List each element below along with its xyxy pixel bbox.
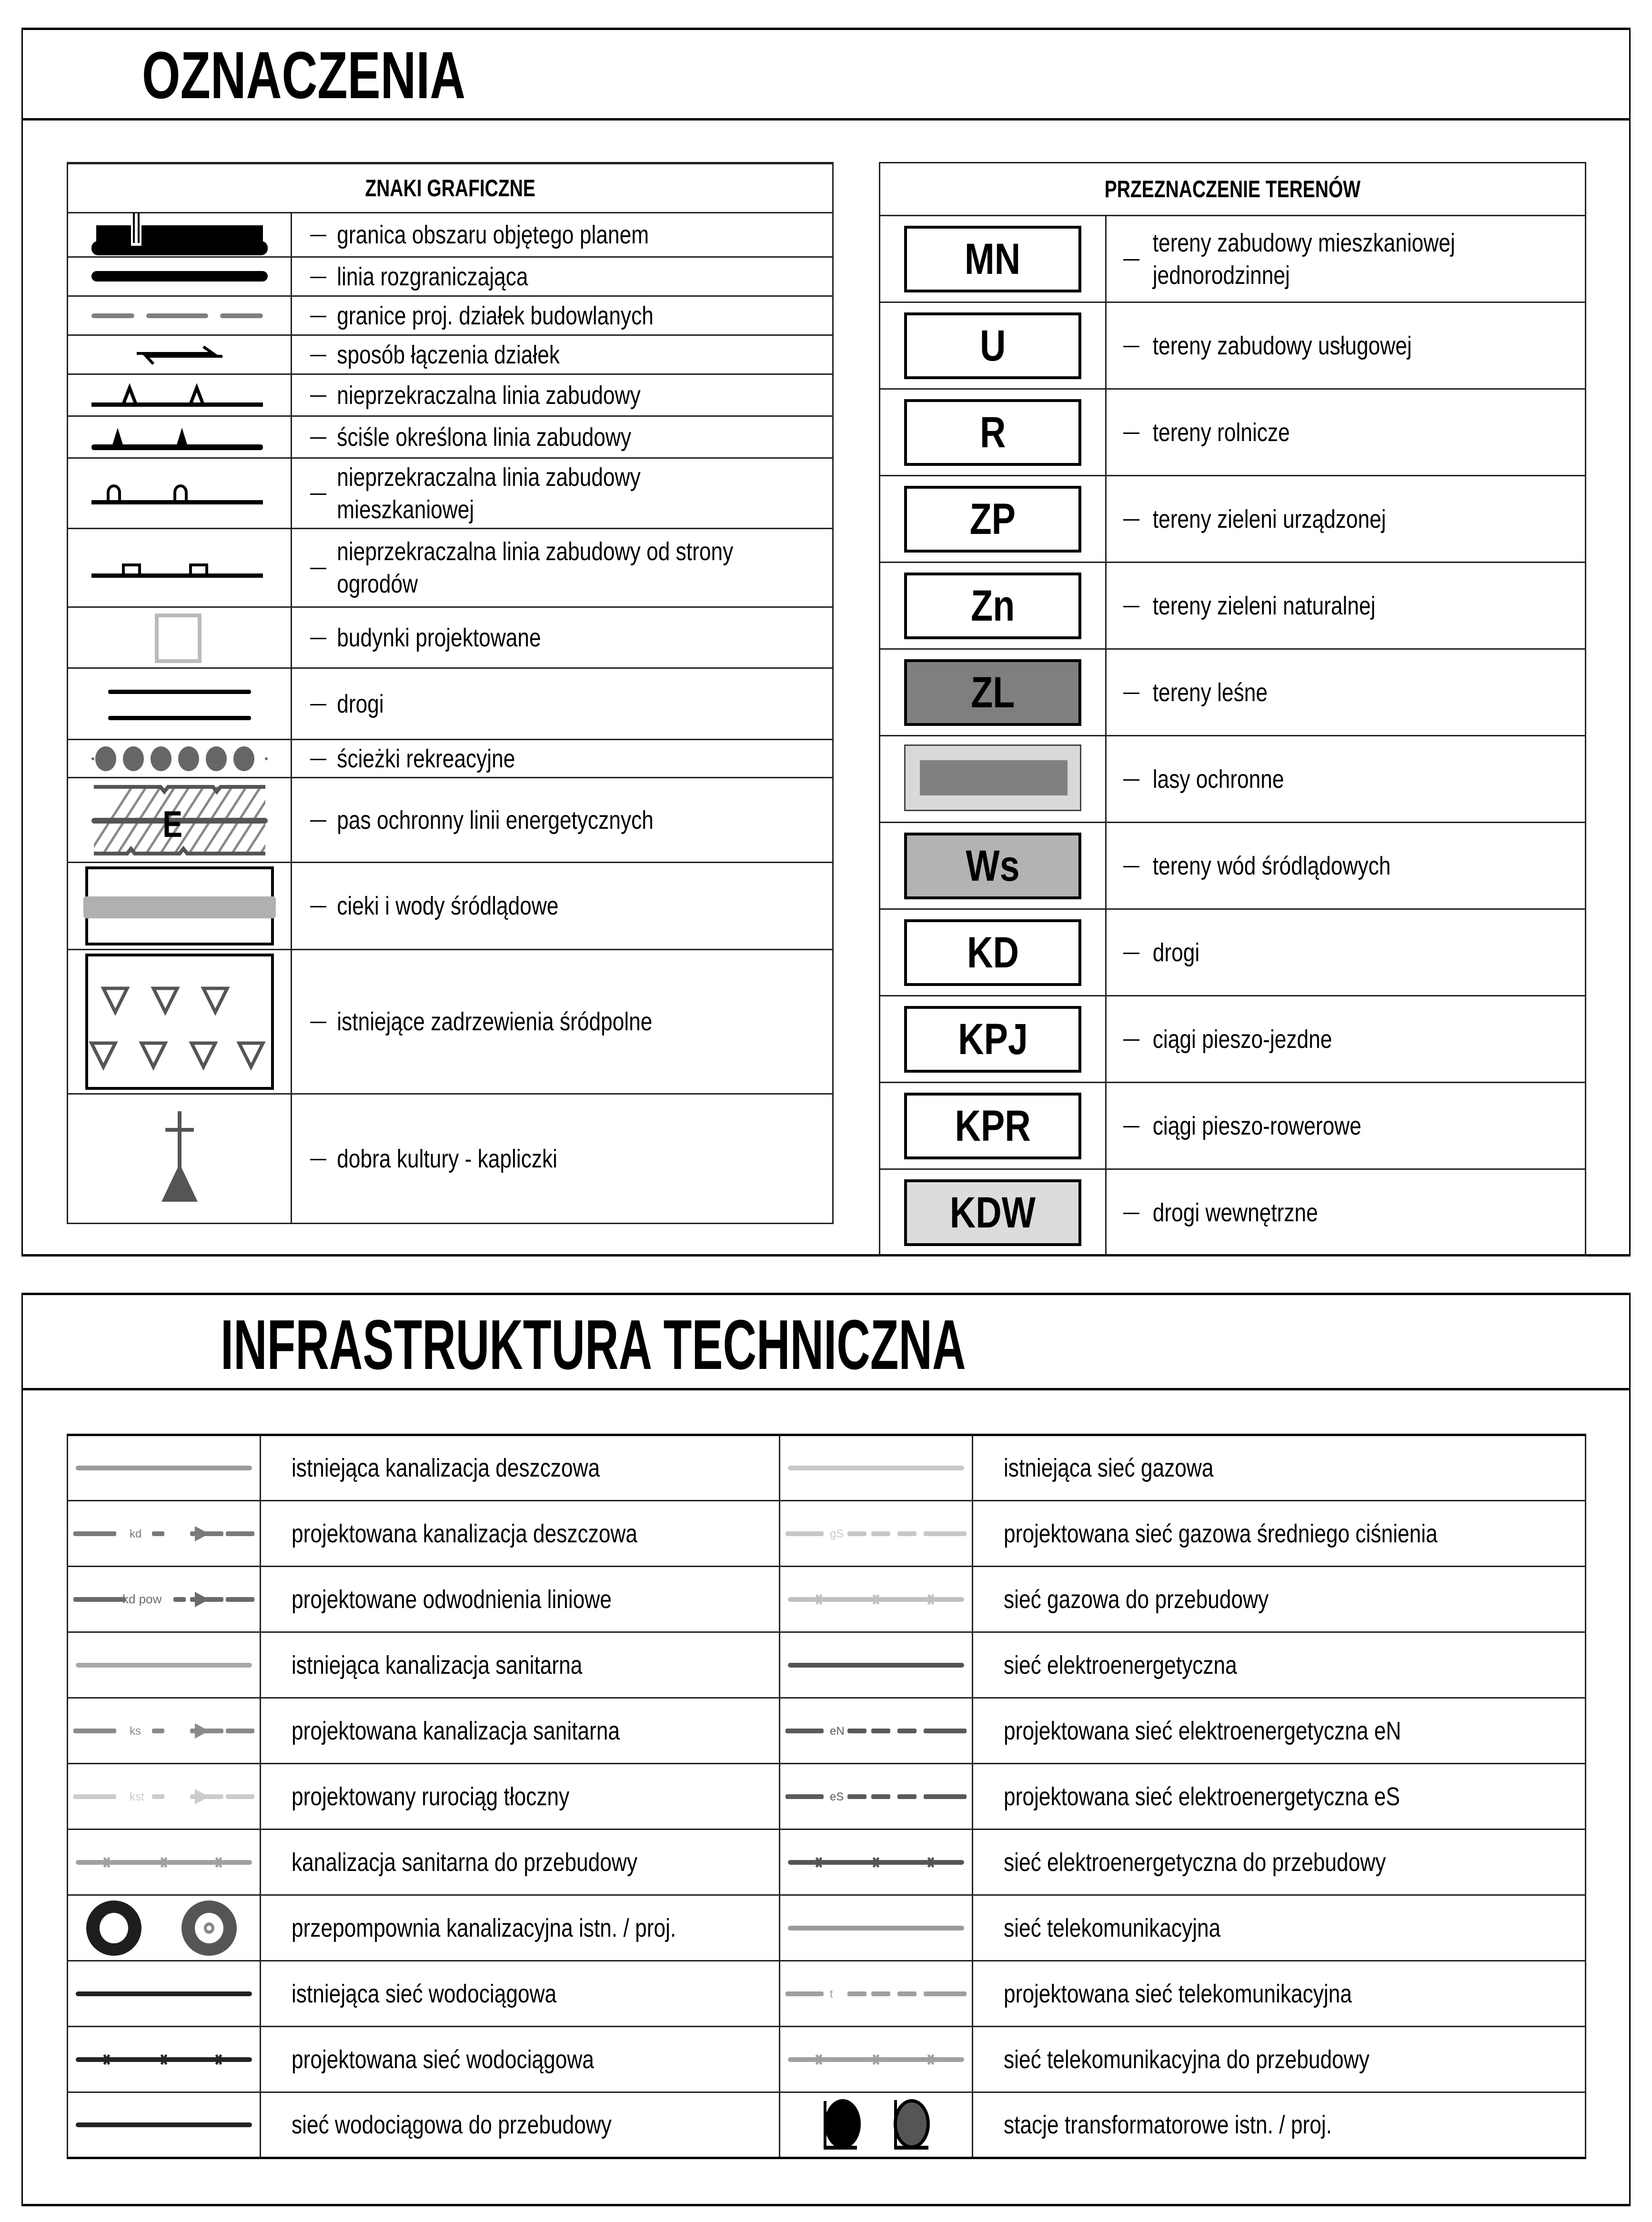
infra-label: projektowana kanalizacja sanitarna — [291, 1716, 620, 1745]
legend-symbol-cell — [68, 257, 292, 296]
land-use-code: Zn — [970, 581, 1015, 630]
legend-label: ściśle określona linia zabudowy — [337, 422, 632, 452]
infra-symbol-cell — [68, 1764, 261, 1830]
infra-symbol-cell — [68, 1632, 261, 1698]
infra-description — [973, 1698, 1586, 1764]
land-use-row — [880, 649, 1586, 736]
section-title: OZNACZENIA — [142, 38, 466, 112]
infra-symbol-cell — [780, 1698, 973, 1764]
infra-symbol-cell — [780, 1830, 973, 1895]
projected-building-icon — [151, 612, 208, 664]
legend-row — [68, 863, 833, 950]
przeznaczenie-terenow-table — [879, 162, 1586, 1257]
legend-row — [68, 374, 833, 416]
utility-line-icon — [73, 2045, 254, 2074]
line-tag-label: kd pow — [122, 1591, 162, 1606]
infra-description — [261, 1895, 780, 1961]
infra-description — [973, 2092, 1586, 2158]
land-use-description — [1106, 216, 1586, 302]
legend-row — [68, 778, 833, 863]
legend-symbol-cell — [68, 529, 292, 607]
section-title: INFRASTRUKTURA TECHNICZNA — [221, 1306, 966, 1384]
przeznaczenie-terenow-header: PRZEZNACZENIE TERENÓW — [880, 163, 1586, 216]
legend-description — [292, 607, 833, 668]
infra-symbol-cell — [780, 2027, 973, 2092]
legend-row — [68, 458, 833, 529]
utility-line-icon — [786, 1651, 967, 1679]
utility-line-icon — [73, 1651, 254, 1679]
power-line-buffer-icon — [89, 784, 270, 856]
infra-description — [261, 1567, 780, 1632]
line-tag-label: kst — [130, 1790, 144, 1803]
legend-symbol-cell — [68, 374, 292, 416]
land-use-description — [1106, 909, 1586, 996]
infra-symbol-cell — [68, 1698, 261, 1764]
infra-description — [261, 1435, 780, 1501]
utility-line-icon — [786, 1585, 967, 1614]
legend-row — [68, 1094, 833, 1224]
legend-symbol-cell — [68, 740, 292, 778]
legend-description — [292, 335, 833, 374]
utility-line-icon — [786, 1717, 967, 1745]
legend-description — [292, 213, 833, 257]
legend-label: granice proj. działek budowlanych — [337, 301, 654, 330]
legend-description — [292, 529, 833, 607]
infra-symbol-cell — [68, 1567, 261, 1632]
legend-label: sposób łączenia działek — [337, 340, 560, 369]
legend-symbol-cell — [68, 296, 292, 335]
line-tag-label: t — [830, 1987, 833, 2001]
infra-description — [973, 1961, 1586, 2027]
legend-row — [68, 740, 833, 778]
infra-label: istniejąca sieć gazowa — [1003, 1454, 1214, 1482]
legend-row — [68, 416, 833, 458]
legend-label: nieprzekraczalna linia zabudowy mieszkaniowej — [337, 462, 641, 524]
infra-label: sieć elektroenergetyczna do przebudowy — [1003, 1848, 1386, 1877]
land-use-code-box — [904, 486, 1081, 553]
land-use-symbol-cell — [880, 302, 1106, 389]
legend-label: linia rozgraniczająca — [337, 262, 528, 291]
land-use-symbol-cell — [880, 563, 1106, 649]
land-use-row — [880, 563, 1586, 649]
land-use-symbol-cell — [880, 389, 1106, 476]
infrastructure-row — [68, 2092, 1586, 2158]
land-use-code: ZL — [970, 668, 1015, 717]
infra-symbol-cell — [68, 1830, 261, 1895]
infra-label: sieć telekomunikacyjna do przebudowy — [1003, 2045, 1370, 2074]
utility-line-icon — [786, 1914, 967, 1942]
land-use-code-box — [904, 833, 1081, 899]
utility-line-icon — [73, 1848, 254, 1877]
legend-symbol-cell — [68, 213, 292, 257]
land-use-label: ciągi pieszo-rowerowe — [1152, 1111, 1361, 1140]
open-triangle-line-icon — [89, 381, 270, 410]
land-use-description — [1106, 996, 1586, 1083]
demarcation-line-icon — [89, 267, 270, 286]
infrastructure-row — [68, 1435, 1586, 1501]
line-tag-label: ks — [130, 1724, 141, 1738]
utility-line-icon — [786, 1980, 967, 2008]
infra-description — [973, 1632, 1586, 1698]
land-use-symbol-cell — [880, 649, 1106, 736]
infra-label: przepompownia kanalizacyjna istn. / proj. — [291, 1913, 676, 1942]
infra-symbol-cell — [68, 2092, 261, 2158]
infra-label: projektowane odwodnienia liniowe — [291, 1585, 612, 1614]
land-use-code: KDW — [949, 1188, 1036, 1237]
land-use-label: tereny leśne — [1152, 678, 1268, 707]
legend-symbol-cell — [68, 950, 292, 1094]
land-use-description — [1106, 1169, 1586, 1256]
infra-description — [261, 1764, 780, 1830]
utility-line-icon — [73, 1454, 254, 1482]
znaki-graficzne-header: ZNAKI GRAFICZNE — [68, 163, 833, 213]
legend-row — [68, 257, 833, 296]
infra-label: projektowana sieć gazowa średniego ciśnienia — [1003, 1519, 1438, 1548]
legend-symbol-cell — [68, 416, 292, 458]
infra-symbol-cell — [780, 1632, 973, 1698]
land-use-code: ZP — [969, 494, 1016, 543]
legend-description — [292, 740, 833, 778]
legend-description — [292, 374, 833, 416]
utility-line-icon — [73, 1980, 254, 2008]
infra-label: projektowana sieć elektroenergetyczna eS — [1003, 1782, 1400, 1811]
legend-row — [68, 950, 833, 1094]
legend-row — [68, 335, 833, 374]
infra-description — [261, 2027, 780, 2092]
infrastructure-row — [68, 1961, 1586, 2027]
legend-description — [292, 668, 833, 740]
infra-description — [973, 1567, 1586, 1632]
land-use-symbol-cell — [880, 996, 1106, 1083]
infrastructure-row — [68, 1830, 1586, 1895]
infra-label: sieć elektroenergetyczna — [1003, 1650, 1237, 1679]
legend-description — [292, 416, 833, 458]
infra-label: projektowana sieć telekomunikacyjna — [1003, 1979, 1352, 2008]
infra-symbol-cell — [780, 1435, 973, 1501]
infra-symbol-cell — [68, 1895, 261, 1961]
tree-cluster-icon — [80, 950, 280, 1093]
land-use-symbol-cell — [880, 216, 1106, 302]
legend-label: pas ochronny linii energetycznych — [337, 805, 654, 835]
land-use-code: KD — [967, 928, 1019, 977]
land-use-description — [1106, 1083, 1586, 1169]
legend-description — [292, 257, 833, 296]
utility-line-icon — [73, 1717, 254, 1745]
land-use-row — [880, 996, 1586, 1083]
oznaczenia-title-bar — [23, 30, 1629, 121]
infra-symbol-cell — [780, 1501, 973, 1567]
land-use-label: ciągi pieszo-jezdne — [1152, 1025, 1332, 1054]
infrastructure-row — [68, 1698, 1586, 1764]
land-use-symbol-cell — [880, 1083, 1106, 1169]
land-use-code-box — [904, 1093, 1081, 1159]
infra-symbol-cell — [68, 1961, 261, 2027]
land-use-code: U — [979, 321, 1006, 370]
land-use-row — [880, 216, 1586, 302]
infra-label: projektowana sieć elektroenergetyczna eN — [1003, 1716, 1401, 1745]
legend-description — [292, 458, 833, 529]
legend-label: nieprzekraczalna linia zabudowy — [337, 381, 641, 410]
land-use-code: Ws — [966, 841, 1020, 890]
land-use-symbol-cell — [880, 736, 1106, 823]
legend-row — [68, 213, 833, 257]
legend-description — [292, 1094, 833, 1224]
legend-label: dobra kultury - kapliczki — [337, 1144, 557, 1173]
land-use-code-box — [904, 226, 1081, 292]
dotted-path-icon — [89, 744, 270, 773]
land-use-label: tereny zieleni urządzonej — [1152, 504, 1386, 533]
land-use-label: drogi wewnętrzne — [1152, 1198, 1318, 1227]
infra-label: projektowany rurociąg tłoczny — [291, 1782, 570, 1811]
legend-label: ścieżki rekreacyjne — [337, 744, 515, 773]
infra-description — [973, 1764, 1586, 1830]
legend-row — [68, 607, 833, 668]
znaki-graficzne-table — [67, 162, 834, 1224]
infra-label: projektowana kanalizacja deszczowa — [291, 1519, 638, 1548]
land-use-code-box — [904, 312, 1081, 379]
land-use-description — [1106, 476, 1586, 563]
line-tag-label: kd — [130, 1527, 142, 1540]
land-use-symbol-cell — [880, 823, 1106, 909]
utility-line-icon — [786, 1519, 967, 1548]
legend-label: cieki i wody śródlądowe — [337, 892, 559, 920]
land-use-label: drogi — [1152, 938, 1200, 967]
land-use-code: KPJ — [957, 1015, 1028, 1064]
infrastructure-row — [68, 1501, 1586, 1567]
land-use-row — [880, 476, 1586, 563]
legend-symbol-cell — [68, 1094, 292, 1224]
land-use-code-box — [904, 573, 1081, 639]
land-use-description — [1106, 389, 1586, 476]
infra-label: sieć gazowa do przebudowy — [1003, 1585, 1269, 1614]
legend-symbol-cell — [68, 668, 292, 740]
utility-line-icon — [786, 2045, 967, 2074]
double-line-road-icon — [89, 683, 270, 725]
infra-symbol-cell — [68, 2027, 261, 2092]
infra-description — [261, 1830, 780, 1895]
square-bump-line-icon — [89, 553, 270, 582]
infra-label: kanalizacja sanitarna do przebudowy — [291, 1848, 638, 1877]
dashed-plot-boundary-icon — [89, 309, 270, 323]
land-use-code-box — [904, 919, 1081, 986]
utility-line-icon — [73, 2111, 254, 2139]
land-use-label: tereny zieleni naturalnej — [1152, 591, 1376, 620]
legend-symbol-cell — [68, 607, 292, 668]
utility-line-icon — [73, 1782, 254, 1811]
infrastructure-row — [68, 1567, 1586, 1632]
land-use-row — [880, 1083, 1586, 1169]
utility-line-icon — [73, 1585, 254, 1614]
land-use-label: lasy ochronne — [1152, 764, 1284, 794]
legend-symbol-cell — [68, 863, 292, 950]
infrastructure-row — [68, 1764, 1586, 1830]
infra-label: sieć telekomunikacyjna — [1003, 1913, 1221, 1942]
water-stream-icon — [80, 863, 280, 949]
land-use-code-box — [904, 399, 1081, 466]
legend-label: drogi — [337, 689, 384, 718]
land-use-code: R — [979, 408, 1006, 457]
chapel-cross-icon — [151, 1109, 208, 1209]
infra-symbol-cell — [780, 1895, 973, 1961]
utility-line-icon — [786, 1848, 967, 1877]
infra-symbol-cell — [780, 2092, 973, 2158]
infra-description — [973, 1830, 1586, 1895]
legend-label: nieprzekraczalna linia zabudowy od strony ogrodów — [337, 537, 734, 598]
land-use-code: MN — [965, 234, 1021, 283]
utility-line-icon — [786, 1454, 967, 1482]
infrastructure-row — [68, 2027, 1586, 2092]
infra-description — [973, 2027, 1586, 2092]
land-use-symbol-cell — [880, 1169, 1106, 1256]
infra-description — [973, 1895, 1586, 1961]
transformer-station-icon — [786, 2096, 967, 2153]
land-use-row — [880, 302, 1586, 389]
infra-description — [261, 1698, 780, 1764]
infrastruktura-table — [67, 1434, 1586, 2159]
infra-description — [261, 2092, 780, 2158]
legend-row — [68, 529, 833, 607]
legend-symbol-cell — [68, 778, 292, 863]
legend-label: granica obszaru objętego planem — [337, 221, 649, 249]
land-use-code-box — [904, 1179, 1081, 1246]
infrastruktura-title-bar — [23, 1295, 1629, 1390]
plot-join-arrow-icon — [132, 343, 227, 367]
infra-label: stacje transformatorowe istn. / proj. — [1003, 2111, 1332, 2139]
land-use-label: tereny rolnicze — [1152, 418, 1290, 447]
land-use-label: tereny wód śródlądowych — [1152, 851, 1391, 880]
infra-symbol-cell — [780, 1961, 973, 2027]
legend-symbol-cell — [68, 335, 292, 374]
infra-description — [261, 1961, 780, 2027]
legend-row — [68, 668, 833, 740]
infra-label: istniejąca sieć wodociągowa — [291, 1979, 557, 2008]
legend-description — [292, 950, 833, 1094]
infra-symbol-cell — [780, 1567, 973, 1632]
line-tag-label: eS — [830, 1790, 844, 1803]
land-use-code: KPR — [955, 1101, 1031, 1150]
utility-line-icon — [786, 1782, 967, 1811]
legend-label: istniejące zadrzewienia śródpolne — [337, 1007, 653, 1036]
plan-boundary-icon — [89, 213, 270, 256]
infra-description — [261, 1501, 780, 1567]
infra-description — [973, 1501, 1586, 1567]
legend-row — [68, 296, 833, 335]
land-use-label: tereny zabudowy mieszkaniowej jednorodzinnej — [1152, 228, 1455, 290]
infrastructure-row — [68, 1895, 1586, 1961]
infra-symbol-cell — [780, 1764, 973, 1830]
legend-description — [292, 296, 833, 335]
land-use-row — [880, 1169, 1586, 1256]
legend-label: budynki projektowane — [337, 623, 541, 652]
filled-triangle-line-icon — [89, 421, 270, 454]
land-use-description — [1106, 823, 1586, 909]
land-use-row — [880, 736, 1586, 823]
infra-label: projektowana sieć wodociągowa — [291, 2045, 594, 2074]
land-use-symbol-cell — [880, 476, 1106, 563]
line-tag-label: eN — [830, 1724, 845, 1738]
land-use-label: tereny zabudowy usługowej — [1152, 331, 1412, 360]
land-use-code-box — [904, 1006, 1081, 1073]
land-use-swatch — [904, 744, 1081, 811]
infra-symbol-cell — [68, 1501, 261, 1567]
land-use-row — [880, 389, 1586, 476]
infra-symbol-cell — [68, 1435, 261, 1501]
legend-description — [292, 863, 833, 950]
infra-label: sieć wodociągowa do przebudowy — [291, 2111, 612, 2139]
infra-description — [261, 1632, 780, 1698]
power-line-letter: E — [162, 803, 182, 845]
land-use-code-box — [904, 659, 1081, 726]
utility-line-icon — [73, 1519, 254, 1548]
line-tag-label: gS — [830, 1527, 844, 1540]
arch-line-icon — [89, 479, 270, 508]
land-use-description — [1106, 302, 1586, 389]
land-use-symbol-cell — [880, 909, 1106, 996]
land-use-description — [1106, 736, 1586, 823]
infra-label: istniejąca kanalizacja deszczowa — [291, 1454, 600, 1482]
legend-symbol-cell — [68, 458, 292, 529]
land-use-description — [1106, 649, 1586, 736]
infrastructure-row — [68, 1632, 1586, 1698]
land-use-row — [880, 823, 1586, 909]
land-use-description — [1106, 563, 1586, 649]
infra-label: istniejąca kanalizacja sanitarna — [291, 1650, 583, 1679]
pump-station-icon — [73, 1900, 254, 1957]
legend-description — [292, 778, 833, 863]
infra-description — [973, 1435, 1586, 1501]
land-use-row — [880, 909, 1586, 996]
